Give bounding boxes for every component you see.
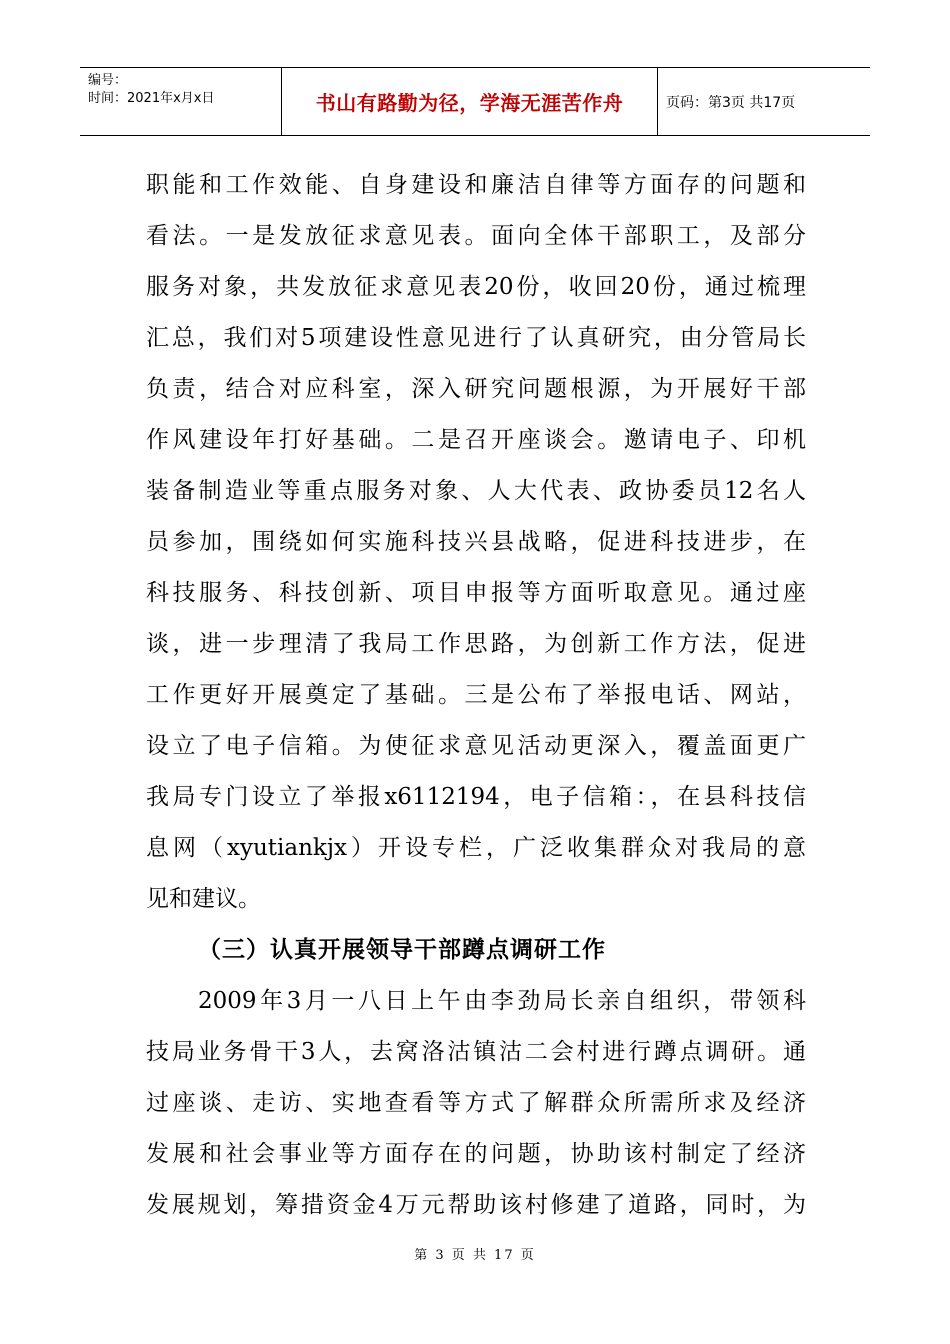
document-date: 时间：2021年x月x日 <box>88 91 215 106</box>
body-line: 见和建议。 <box>146 886 261 912</box>
header-meta <box>80 68 282 135</box>
body-line: 看法。一是发放征求意见表。面向全体干部职工，及部分 <box>146 223 806 249</box>
body-line: 息网（xyutiankjx）开设专栏，广泛收集群众对我局的意 <box>146 835 806 861</box>
body-line: 工作更好开展奠定了基础。三是公布了举报电话、网站， <box>146 682 806 708</box>
body-line: 发展和社会事业等方面存在的问题，协助该村制定了经济 <box>146 1141 806 1167</box>
body-line: 服务对象，共发放征求意见表20份，收回20份，通过梳理 <box>146 274 806 300</box>
body-line: 谈，进一步理清了我局工作思路，为创新工作方法，促进 <box>146 631 806 657</box>
page-header <box>80 67 870 136</box>
body-line: 过座谈、走访、实地查看等方式了解群众所需所求及经济 <box>146 1090 806 1116</box>
body-line: 职能和工作效能、自身建设和廉洁自律等方面存的问题和 <box>146 172 806 198</box>
page-footer: 第 3 页 共 17 页 <box>414 1248 536 1263</box>
body-line: 科技服务、科技创新、项目申报等方面听取意见。通过座 <box>146 580 806 606</box>
section-heading: （三）认真开展领导干部蹲点调研工作 <box>198 937 606 963</box>
document-body <box>146 160 806 1231</box>
body-line: 技局业务骨干3人，去窝洛沽镇沽二会村进行蹲点调研。通 <box>146 1039 806 1065</box>
header-motto: 书山有路勤为径，学海无涯苦作舟 <box>282 68 658 135</box>
body-line: 负责，结合对应科室，深入研究问题根源，为开展好干部 <box>146 376 806 402</box>
header-page-number: 页码：第3页 共17页 <box>666 94 796 111</box>
body-line: 汇总，我们对5项建设性意见进行了认真研究，由分管局长 <box>146 325 806 351</box>
body-line: 发展规划，筹措资金4万元帮助该村修建了道路，同时，为 <box>146 1192 806 1218</box>
body-line: 我局专门设立了举报x6112194，电子信箱：，在县科技信 <box>146 784 806 810</box>
body-line: 设立了电子信箱。为使征求意见活动更深入，覆盖面更广 <box>146 733 806 759</box>
body-line: 作风建设年打好基础。二是召开座谈会。邀请电子、印机 <box>146 427 806 453</box>
document-number: 编号： <box>88 73 128 88</box>
body-line: 员参加，围绕如何实施科技兴县战略，促进科技进步，在 <box>146 529 806 555</box>
body-line: 2009年3月一八日上午由李劲局长亲自组织，带领科 <box>198 988 806 1014</box>
body-line: 装备制造业等重点服务对象、人大代表、政协委员12名人 <box>146 478 806 504</box>
